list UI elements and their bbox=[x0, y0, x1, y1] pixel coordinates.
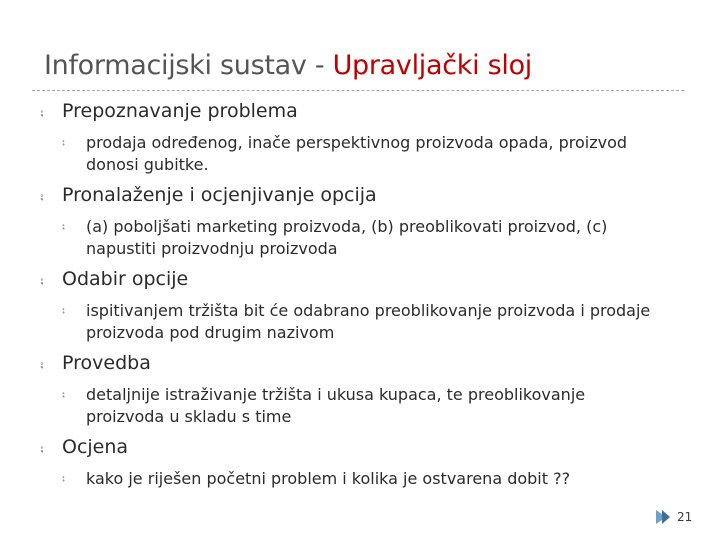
bullet-heading: Prepoznavanje problema bbox=[62, 100, 298, 122]
bullet-heading: Ocjena bbox=[62, 436, 129, 458]
bullet-square-icon bbox=[40, 190, 52, 202]
bullet-square-icon bbox=[40, 358, 52, 370]
bullet-heading: Pronalaženje i ocjenjivanje opcija bbox=[62, 184, 377, 206]
bullet-detail: (a) poboljšati marketing proizvoda, (b) preoblikovati proizvod, (c) napustiti proizvodnju proizvoda bbox=[86, 217, 608, 258]
bullet-detail: prodaja određenog, inače perspektivnog proizvoda opada, proizvod donosi gubitke. bbox=[86, 133, 628, 174]
bullet-square-icon bbox=[40, 106, 52, 118]
bullet-detail: kako je riješen početni problem i kolika je ostvarena dobit ?? bbox=[86, 469, 571, 488]
sub-bullet-square-icon bbox=[62, 474, 72, 484]
slide-number: 21 bbox=[677, 510, 693, 524]
bullet-square-icon bbox=[40, 442, 52, 454]
sub-bullet-square-icon bbox=[62, 306, 72, 316]
sub-bullet-square-icon bbox=[62, 138, 72, 148]
bullet-heading: Provedba bbox=[62, 352, 151, 374]
title-main: Informacijski sustav - bbox=[44, 50, 333, 81]
bullet-heading: Odabir opcije bbox=[62, 268, 189, 290]
sub-bullet-square-icon bbox=[62, 390, 72, 400]
bullet-detail: ispitivanjem tržišta bit će odabrano preoblikovanje proizvoda i prodaje proizvoda pod drugim nazivom bbox=[86, 301, 651, 342]
page-arrow-accent-icon bbox=[662, 510, 670, 524]
bullet-square-icon bbox=[40, 274, 52, 286]
bullet-detail: detaljnije istraživanje tržišta i ukusa kupaca, te preoblikovanje proizvoda u skladu s time bbox=[86, 385, 586, 426]
sub-bullet-square-icon bbox=[62, 222, 72, 232]
title-accent: Upravljački sloj bbox=[332, 50, 533, 81]
